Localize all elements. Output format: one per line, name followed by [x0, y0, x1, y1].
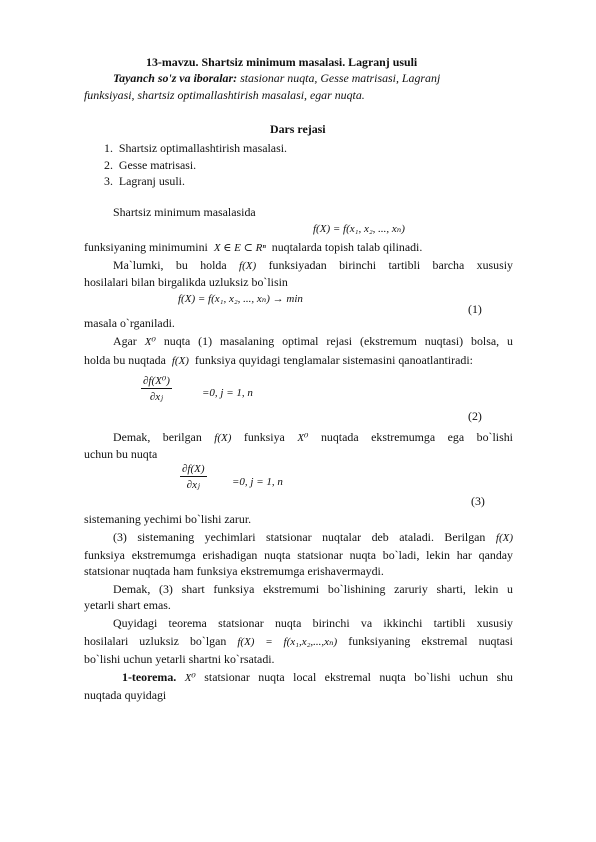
paragraph-condition: Demak, (3) shart funksiya ekstremumi bo`lishining zaruriy sharti, lekin u	[113, 582, 513, 596]
paragraph-optimal	[113, 334, 513, 349]
plan-item-num: 1.	[104, 141, 113, 155]
plan-item-2	[104, 158, 196, 172]
formula-x0: X⁰	[184, 672, 196, 684]
paragraph-theorem-intro: Quyidagi teorema statsionar nuqta birinchi va ikkinchi tartibli xususiy	[113, 616, 513, 630]
equation-number-1: (1)	[468, 302, 482, 316]
paragraph-theorem-1	[122, 670, 513, 685]
formula-fx: f(X)	[495, 532, 513, 544]
text-fragment: funksiyaning ekstremal nuqtasi	[348, 634, 513, 648]
text-fragment: funksiya quyidagi tenglamalar sistemasini qanoatlantiradi:	[194, 353, 473, 367]
paragraph-therefore-2: uchun bu nuqta	[84, 447, 158, 461]
plan-item-num: 3.	[104, 174, 113, 188]
formula-x0: X⁰	[297, 432, 309, 444]
text-fragment: funksiyaning minimumini	[84, 240, 208, 254]
formula-function-2: f(X) = f(x₁,x₂,...,xₙ)	[237, 636, 338, 648]
plan-item-num: 2.	[104, 158, 113, 172]
theorem-label: 1-teorema.	[122, 670, 177, 684]
keywords-label: Tayanch so'z va iboralar:	[113, 71, 238, 85]
text-fragment: Agar	[113, 334, 137, 348]
paragraph-continuity-2: hosilalari bilan birgalikda uzluksiz bo`lisin	[84, 275, 288, 289]
paragraph-intro: Shartsiz minimum masalasida	[113, 205, 256, 219]
text-fragment: statsionar nuqta local ekstremal nuqta bo`lishi uchun shu	[204, 670, 513, 684]
paragraph-stationary-2: funksiya ekstremumga erishadigan nuqta statsionar nuqta bo`ladi, lekin har qanday	[84, 548, 513, 562]
formula-x0: X⁰	[144, 336, 156, 348]
paragraph-stationary	[113, 530, 513, 545]
formula-function: f(X) = f(x₁, x₂, ..., xₙ)	[313, 223, 405, 235]
paragraph-therefore	[113, 430, 513, 445]
text-fragment: funksiyadan birinchi tartibli barcha xususiy	[268, 258, 513, 272]
formula-fx: f(X)	[239, 260, 257, 272]
keywords-line-1	[113, 71, 440, 85]
paragraph-necessary: sistemaning yechimi bo`lishi zarur.	[84, 512, 252, 526]
fraction-partial-x	[180, 463, 207, 491]
plan-item-1	[104, 141, 287, 155]
paragraph-studied: masala o`rganiladi.	[84, 316, 175, 330]
equation-number-3: (3)	[471, 494, 485, 508]
paragraph-optimal-2	[84, 353, 473, 368]
text-fragment: nuqtada ekstremumga ega bo`lishi	[320, 430, 513, 444]
paragraph-continuity	[113, 258, 513, 273]
text-fragment: (3) sistemaning yechimlari statsionar nuqtalar deb ataladi. Berilgan	[113, 530, 486, 544]
paragraph-condition-2: yetarli shart emas.	[84, 598, 171, 612]
paragraph-theorem-1-2: nuqtada quyidagi	[84, 688, 167, 702]
formula-fx: f(X)	[171, 355, 189, 367]
paragraph-stationary-3: statsionar nuqtada ham funksiya ekstremumga erishavermaydi.	[84, 564, 384, 578]
fraction-numerator: ∂f(X)	[182, 463, 205, 475]
formula-domain: X ∈ E ⊂ Rⁿ	[213, 242, 266, 254]
text-fragment: Demak, berilgan	[113, 430, 202, 444]
plan-item-text: Lagranj usuli.	[118, 174, 185, 188]
text-fragment: nuqtalarda topish talab qilinadi.	[271, 240, 423, 254]
formula-condition-3: =0, j = 1, n	[232, 476, 283, 488]
text-fragment: funksiya	[243, 430, 285, 444]
plan-item-text: Gesse matrisasi.	[118, 158, 197, 172]
paragraph-minimum	[84, 240, 422, 255]
fraction-partial-x0	[141, 374, 172, 403]
text-fragment: hosilalari uzluksiz bo`lgan	[84, 634, 227, 648]
fraction-denominator: ∂xⱼ	[149, 391, 164, 403]
fraction-denominator: ∂xⱼ	[186, 479, 200, 491]
equation-number-2: (2)	[468, 409, 482, 423]
text-fragment: Ma`lumki, bu holda	[113, 258, 227, 272]
keywords-text-2: funksiyasi, shartsiz optimallashtirish masalasi, egar nuqta.	[84, 88, 365, 102]
fraction-numerator: ∂f(X⁰)	[143, 375, 170, 387]
paragraph-theorem-intro-3: bo`lishi uchun yetarli shartni ko`rsatadi.	[84, 652, 275, 666]
formula-condition-2: =0, j = 1, n	[202, 387, 253, 399]
plan-heading: Dars rejasi	[270, 122, 326, 136]
plan-item-text: Shartsiz optimallashtirish masalasi.	[118, 141, 287, 155]
text-fragment: nuqta (1) masalaning optimal rejasi (ekstremum nuqtasi) bolsa, u	[163, 334, 513, 348]
page-title: 13-mavzu. Shartsiz minimum masalasi. Lagranj usuli	[146, 55, 418, 69]
formula-min-problem: f(X) = f(x₁, x₂, ..., xₙ) → min	[178, 293, 303, 305]
formula-fx: f(X)	[214, 432, 232, 444]
keywords-text-1: stasionar nuqta, Gesse matrisasi, Lagranj	[237, 71, 441, 85]
paragraph-theorem-intro-2	[84, 634, 513, 649]
text-fragment: holda bu nuqtada	[84, 353, 166, 367]
plan-item-3	[104, 174, 185, 188]
